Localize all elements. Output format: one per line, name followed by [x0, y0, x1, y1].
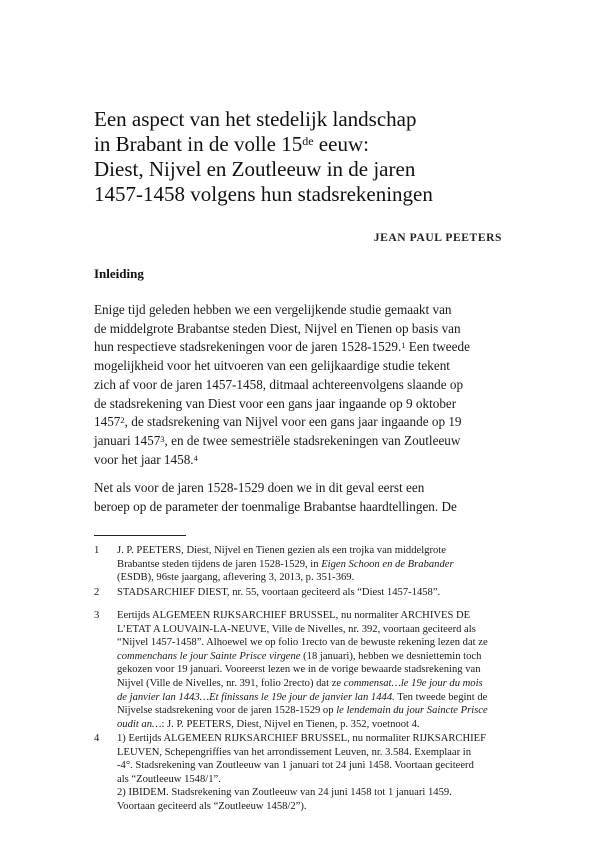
paragraph-text: , en de twee semestriële stadsrekeningen van Zoutleeuw [164, 432, 461, 448]
footnote-italic: commenchans le jour Sainte Prisce virgene [117, 650, 301, 662]
footnote-line: STADSARCHIEF DIEST, nr. 55, voortaan geciteerd als “Diest 1457-1458”. [117, 587, 441, 598]
paragraph-line: de stadsrekening van Diest voor een gans jaar ingaande op 9 oktober [94, 395, 457, 411]
paragraph-line [94, 338, 502, 357]
paragraph-line [94, 413, 502, 432]
paragraph-line: zich af voor de jaren 1457-1458, ditmaal achtereenvolgens slaande op [94, 376, 464, 392]
paragraph-text: Een tweede [405, 339, 470, 355]
footnote-text [117, 586, 508, 600]
footnote-ref-4[interactable]: 4 [193, 452, 198, 463]
footnote-line [117, 558, 508, 572]
title-line-4: 1457-1458 volgens hun stadsrekeningen [94, 182, 433, 206]
footnote-number: 3 [94, 610, 100, 621]
footnote-line: Voortaan geciteerd als “Zoutleeuw 1458/2”). [117, 800, 307, 812]
paragraph-line [94, 432, 502, 451]
footnote-line: LEUVEN, Schepengriffies van het arrondissement Leuven, nr. 3.584. Exemplaar in [117, 746, 472, 758]
footnote-italic: Eigen Schoon en de Brabander [321, 558, 454, 570]
footnote-text [117, 609, 508, 731]
footnote-span: Ten tweede begint de [394, 691, 488, 703]
footnote-divider [94, 535, 186, 536]
paragraph-line: Net als voor de jaren 1528-1529 doen we in dit geval eerst een [94, 480, 425, 495]
footnote-number: 1 [94, 545, 100, 556]
paragraph-line: de middelgrote Brabantse steden Diest, Nijvel en Tienen op basis van [94, 320, 461, 336]
footnote-span: : J. P. PEETERS, Diest, Nijvel en Tienen, p. 352, voetnoot 4. [161, 718, 420, 730]
footnote-line [117, 718, 508, 732]
footnote-line: (ESDB), 96ste jaargang, aflevering 3, 2013, p. 351-369. [117, 572, 355, 584]
author-name: JEAN PAUL PEETERS [373, 232, 502, 244]
paragraph-line: beroep op de parameter der toenmalige Brabantse haardtellingen. De [94, 498, 457, 514]
footnote-italic: oudit an… [117, 718, 162, 730]
title-line-3: Diest, Nijvel en Zoutleeuw in de jaren [94, 157, 416, 181]
footnote-line: gekozen voor 19 januari. Vooreerst lezen we in de vorige bewaarde stadsrekening van [117, 664, 481, 676]
paragraph-text: , de stadsrekening van Nijvel voor een gans jaar ingaande op 19 [124, 414, 462, 430]
footnote-line: -4°. Stadsrekening van Zoutleeuw van 1 januari tot 24 juni 1458. Voortaan geciteerd [117, 760, 474, 772]
footnote-ref-3[interactable]: 3 [160, 433, 165, 444]
paragraph-text: voor het jaar 1458. [94, 451, 194, 467]
title-line-1: Een aspect van het stedelijk landschap [94, 107, 417, 131]
section-heading: Inleiding [94, 266, 144, 281]
footnote-number: 4 [94, 733, 100, 744]
footnote-number: 2 [94, 587, 100, 598]
footnote-line: als “Zoutleeuw 1548/1”. [117, 773, 221, 785]
footnote-line: 2) IBIDEM. Stadsrekening van Zoutleeuw van 24 juni 1458 tot 1 januari 1459. [117, 787, 452, 799]
footnote-line: Eertijds ALGEMEEN RIJKSARCHIEF BRUSSEL, nu normaliter ARCHIVES DE [117, 610, 471, 621]
footnote-span: Nijvelse stadsrekening voor de jaren 1528-1529 op [117, 705, 337, 717]
footnote-ref-1[interactable]: 1 [401, 340, 406, 351]
paragraph-text: hun respectieve stadsrekeningen voor de jaren 1528-1529. [94, 339, 402, 355]
footnote-italic: le lendemain du jour Saincte Prisce [336, 705, 488, 717]
footnote-italic: de janvier lan 1443…Et finissans le 19e jour de janvier lan 1444. [117, 691, 395, 703]
title-line-2-text: in Brabant in de volle 15 [94, 132, 303, 156]
paragraph-line: mogelijkheid voor het uitvoeren van een gelijkaardige studie tekent [94, 358, 450, 374]
footnote-span: (18 januari), hebben we desniettemin toch [300, 650, 482, 662]
footnote-line [117, 704, 508, 718]
paragraph-text: 1457 [94, 414, 121, 430]
article-title [94, 107, 534, 207]
footnote-text [117, 544, 508, 585]
footnote-span: Brabantse steden tijdens de jaren 1528-1529, in [117, 558, 322, 570]
paragraph-2 [94, 479, 502, 516]
footnote-line [117, 650, 508, 664]
footnote-line [117, 677, 508, 691]
paragraph-line: Enige tijd geleden hebben we een vergelijkende studie gemaakt van [94, 302, 452, 317]
title-line-2-end: eeuw: [313, 132, 369, 156]
paragraph-1 [94, 301, 502, 469]
footnote-ref-2[interactable]: 2 [120, 415, 125, 426]
title-superscript: de [302, 134, 314, 148]
paragraph-text: januari 1457 [94, 432, 161, 448]
paragraph-line [94, 451, 502, 470]
footnote-line: “Nijvel 1457-1458”. Alhoewel we op folio 1recto van de bewuste rekening lezen dat ze [117, 637, 488, 649]
footnote-line [117, 691, 508, 705]
footnote-line: 1) Eertijds ALGEMEEN RIJKSARCHIEF BRUSSEL, nu normaliter RIJKSARCHIEF [117, 733, 487, 744]
footnote-span: Nijvel (Ville de Nivelles, nr. 391, folio 2recto) dat ze [117, 677, 344, 689]
footnote-text [117, 732, 508, 814]
footnote-italic: commensat…le 19e jour du mois [343, 677, 483, 689]
title-line-2 [94, 132, 534, 157]
footnote-line: J. P. PEETERS, Diest, Nijvel en Tienen gezien als een trojka van middelgrote [117, 545, 446, 556]
footnote-line: L’ETAT A LOUVAIN-LA-NEUVE, Ville de Nivelles, nr. 392, voortaan geciteerd als [117, 623, 476, 635]
